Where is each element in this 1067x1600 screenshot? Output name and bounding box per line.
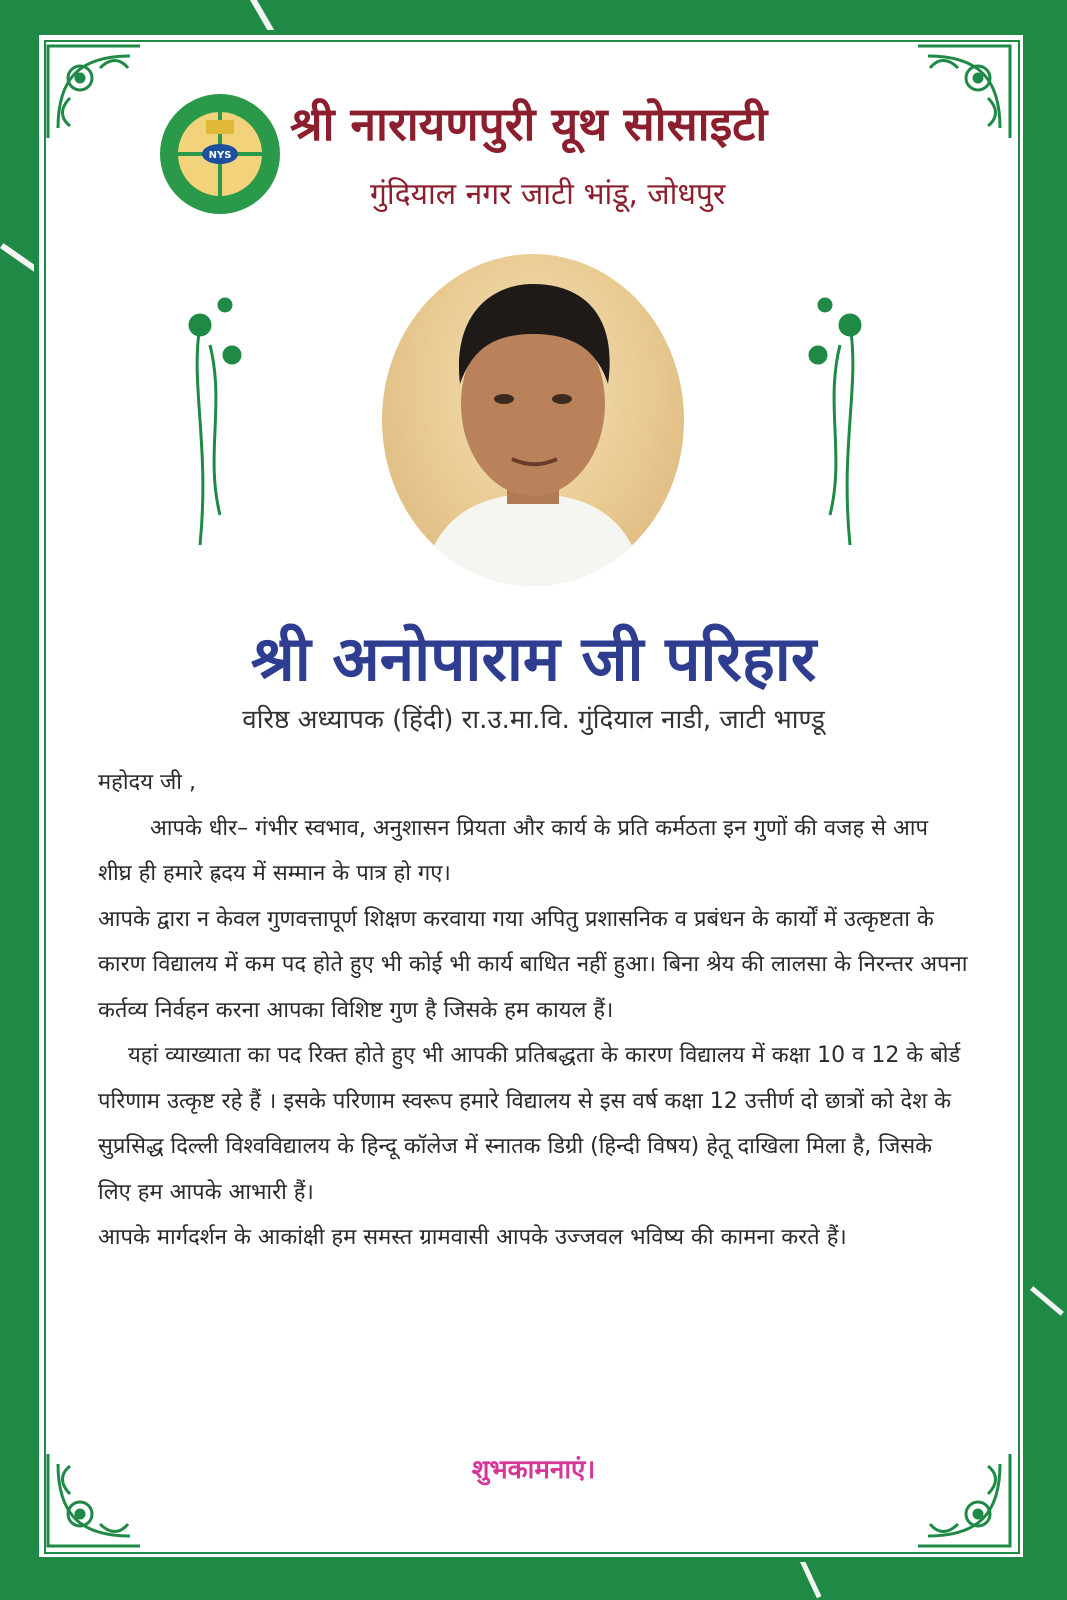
svg-text:NYS: NYS xyxy=(208,150,232,161)
society-logo xyxy=(158,92,282,216)
letter-paragraph: आपके धीर– गंभीर स्वभाव, अनुशासन प्रियता और कार्य के प्रति कर्मठता इन गुणों की वजह से आप शीघ्र ही हमारे ह्रदय में सम्मान के पात्र हो गए। xyxy=(98,815,928,886)
letter-paragraph: आपके द्वारा न केवल गुणवत्तापूर्ण शिक्षण करवाया गया अपितु प्रशासनिक व प्रबंधन के कार्यों में उत्कृष्टता के कारण विद्यालय में कम पद होते हुए भी कोई भी कार्य बाधित नहीं हुआ। बिना श्रेय की लालसा के निरन्तर अपना कर्तव्य निर्वहन करना आपका विशिष्ट गुण है जिसके हम कायल हैं। xyxy=(98,906,968,1023)
org-subtitle: गुंदियाल नगर जाटी भांडू, जोधपुर xyxy=(370,177,726,212)
honoree-designation: वरिष्ठ अध्यापक (हिंदी) रा.उ.मा.वि. गुंदियाल नाडी, जाटी भाण्डू xyxy=(242,705,825,735)
closing-wishes: शुभकामनाएं। xyxy=(471,1455,596,1485)
corner-ornament-icon xyxy=(40,38,150,148)
letter-body xyxy=(98,760,968,1261)
portrait-photo xyxy=(382,254,684,586)
decor-stripe-bottom xyxy=(800,1560,821,1598)
decor-stripe-right xyxy=(1030,1286,1064,1316)
honoree-name: श्री अनोपाराम जी परिहार xyxy=(250,622,817,695)
org-title: श्री नारायणपुरी यूथ सोसाइटी xyxy=(290,97,768,151)
letter-paragraph: यहां व्याख्याता का पद रिक्त होते हुए भी आपकी प्रतिबद्धता के कारण विद्यालय में कक्षा 10 व 12 के बोर्ड परिणाम उत्कृष्ट रहे हैं । इसके परिणाम स्वरूप हमारे विद्यालय से इस वर्ष कक्षा 12 उत्तीर्ण दो छात्रों को देश के सुप्रसिद्ध दिल्ली विश्वविद्यालय के हिन्दू कॉलेज में स्नातक डिग्री (हिन्दी विषय) हेतू दाखिला मिला है, जिसके लिए हम आपके आभारी हैं। xyxy=(98,1043,961,1205)
floral-swirl-icon xyxy=(170,285,250,555)
letter-paragraph: आपके मार्गदर्शन के आकांक्षी हम समस्त ग्रामवासी आपके उज्जवल भविष्य की कामना करते हैं। xyxy=(98,1225,847,1250)
letter-salutation: महोदय जी , xyxy=(98,770,196,795)
society-logo-icon xyxy=(158,92,282,216)
floral-swirl-icon xyxy=(800,285,880,555)
